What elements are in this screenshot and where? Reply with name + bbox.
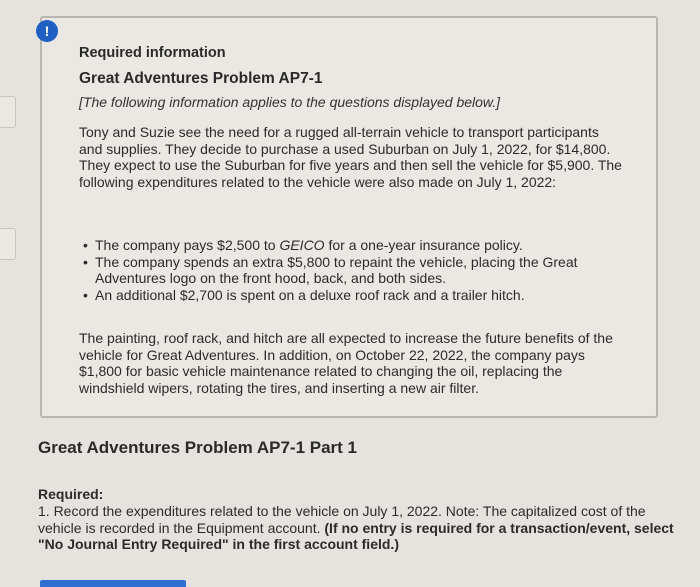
bottom-tab-button[interactable] [40, 580, 186, 587]
list-item-emphasis: GEICO [279, 237, 325, 253]
list-item-text: for a one-year insurance policy. [324, 237, 523, 253]
required-information-label: Required information [79, 45, 226, 61]
problem-title: Great Adventures Problem AP7-1 [79, 70, 323, 87]
required-bold-note: (If no entry is required for a transaction/event, select "No Journal Entry Required" in the first account field.) [38, 519, 674, 552]
expenditure-list [80, 237, 620, 303]
problem-paragraph-2: The painting, roof rack, and hitch are all expected to increase the future benefits of the vehicle for Great Adventures. In addition, on October 22, 2022, the company pays $1,800 for basic vehicle maintenance related to changing the oil, replacing the windshield wipers, rotating the tires, and inserting a new air filter. [79, 330, 613, 396]
part-title: Great Adventures Problem AP7-1 Part 1 [38, 438, 358, 457]
required-text: 1. Record the expenditures related to the vehicle on July 1, 2022. Note: The capitalized cost of the vehicle is recorded in the Equipment account. [38, 503, 646, 536]
problem-paragraph-1: Tony and Suzie see the need for a rugged all-terrain vehicle to transport participants and supplies. They decide to purchase a used Suburban on July 1, 2022, for $14,800. They expect to use the Suburban for five years and then sell the vehicle for $5,900. The following expenditures related to the vehicle were also made on July 1, 2022: [79, 124, 622, 190]
side-tab-lower[interactable] [0, 228, 16, 260]
required-heading: Required: [38, 486, 104, 502]
list-item: • An additional $2,700 is spent on a deluxe roof rack and a trailer hitch. [80, 287, 620, 304]
list-item-text: The company pays $2,500 to [95, 237, 280, 253]
list-item: • The company spends an extra $5,800 to repaint the vehicle, placing the Great Adventures logo on the front hood, back, and both sides. [80, 254, 620, 287]
required-instructions [38, 503, 693, 553]
alert-icon: ! [36, 20, 58, 42]
side-tab-upper[interactable] [0, 96, 16, 128]
applies-note: [The following information applies to the questions displayed below.] [79, 94, 501, 110]
list-item [80, 237, 620, 254]
